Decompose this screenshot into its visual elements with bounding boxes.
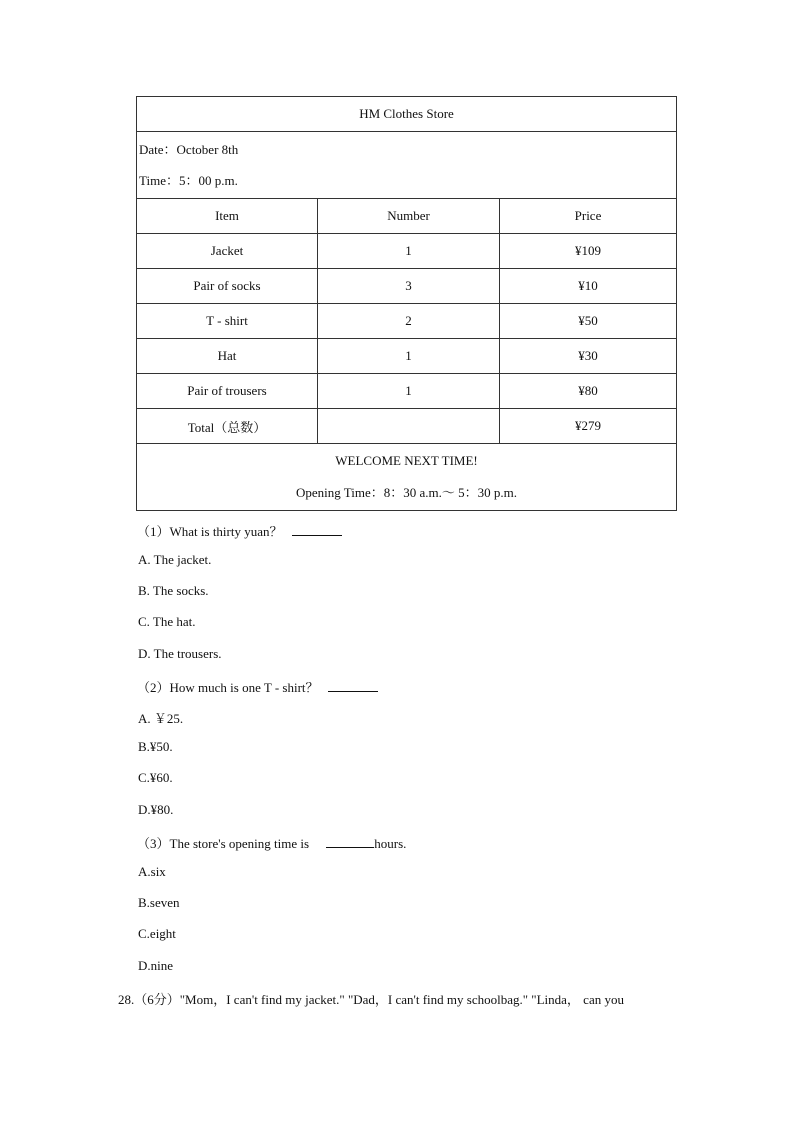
option: A. The jacket.	[138, 552, 212, 567]
option: C. The hat.	[138, 614, 196, 629]
question-3-suffix: hours.	[374, 836, 407, 851]
item-cell: Jacket	[137, 234, 318, 269]
opening-time: Opening Time：8：30 a.m.～ 5：30 p.m.	[295, 485, 517, 500]
price-cell: ¥50	[500, 304, 677, 339]
header-item: Item	[137, 199, 318, 234]
question-1	[137, 521, 342, 540]
total-number	[318, 409, 500, 444]
receipt-date: Date：October 8th	[139, 142, 239, 157]
receipt-table	[136, 96, 677, 511]
item-cell: Pair of socks	[137, 269, 318, 304]
total-price: ¥279	[500, 409, 677, 444]
item-cell: Pair of trousers	[137, 374, 318, 409]
answer-blank	[328, 679, 378, 692]
price-cell: ¥80	[500, 374, 677, 409]
table-row	[137, 269, 677, 304]
item-cell: Hat	[137, 339, 318, 374]
item-cell: T - shirt	[137, 304, 318, 339]
header-price: Price	[500, 199, 677, 234]
price-cell: ¥10	[500, 269, 677, 304]
question-28-intro: 28.（6分）"Mom，I can't find my jacket." "Dad，I can't find my schoolbag." "Linda， can you	[118, 992, 624, 1007]
answer-blank	[326, 835, 374, 848]
number-cell: 3	[318, 269, 500, 304]
option: B. The socks.	[138, 583, 209, 598]
table-row	[137, 374, 677, 409]
option: D. The trousers.	[138, 646, 222, 661]
table-row	[137, 304, 677, 339]
header-number: Number	[318, 199, 500, 234]
table-header-row	[137, 199, 677, 234]
option: C.eight	[138, 926, 176, 941]
table-row	[137, 234, 677, 269]
price-cell: ¥30	[500, 339, 677, 374]
option: D.¥80.	[138, 802, 174, 817]
receipt-footer	[137, 444, 677, 511]
price-cell: ¥109	[500, 234, 677, 269]
table-row	[137, 339, 677, 374]
total-row	[137, 409, 677, 444]
store-name: HM Clothes Store	[137, 97, 677, 132]
number-cell: 1	[318, 374, 500, 409]
number-cell: 1	[318, 234, 500, 269]
option: A.six	[138, 864, 166, 879]
option: B.seven	[138, 895, 180, 910]
number-cell: 2	[318, 304, 500, 339]
option: A. ￥25.	[138, 711, 184, 726]
question-2-prompt: （2）How much is one T - shirt？	[137, 680, 319, 695]
question-2	[137, 677, 378, 696]
welcome-text: WELCOME NEXT TIME!	[335, 453, 478, 468]
option: B.¥50.	[138, 739, 173, 754]
option: C.¥60.	[138, 770, 173, 785]
question-1-prompt: （1）What is thirty yuan？	[137, 524, 283, 539]
option: D.nine	[138, 958, 174, 973]
receipt-info	[137, 132, 677, 199]
question-3	[137, 833, 406, 852]
total-label: Total（总数）	[137, 409, 318, 444]
number-cell: 1	[318, 339, 500, 374]
question-3-prompt: （3）The store's opening time is	[137, 836, 310, 851]
answer-blank	[292, 523, 342, 536]
receipt-time: Time：5：00 p.m.	[139, 173, 238, 188]
